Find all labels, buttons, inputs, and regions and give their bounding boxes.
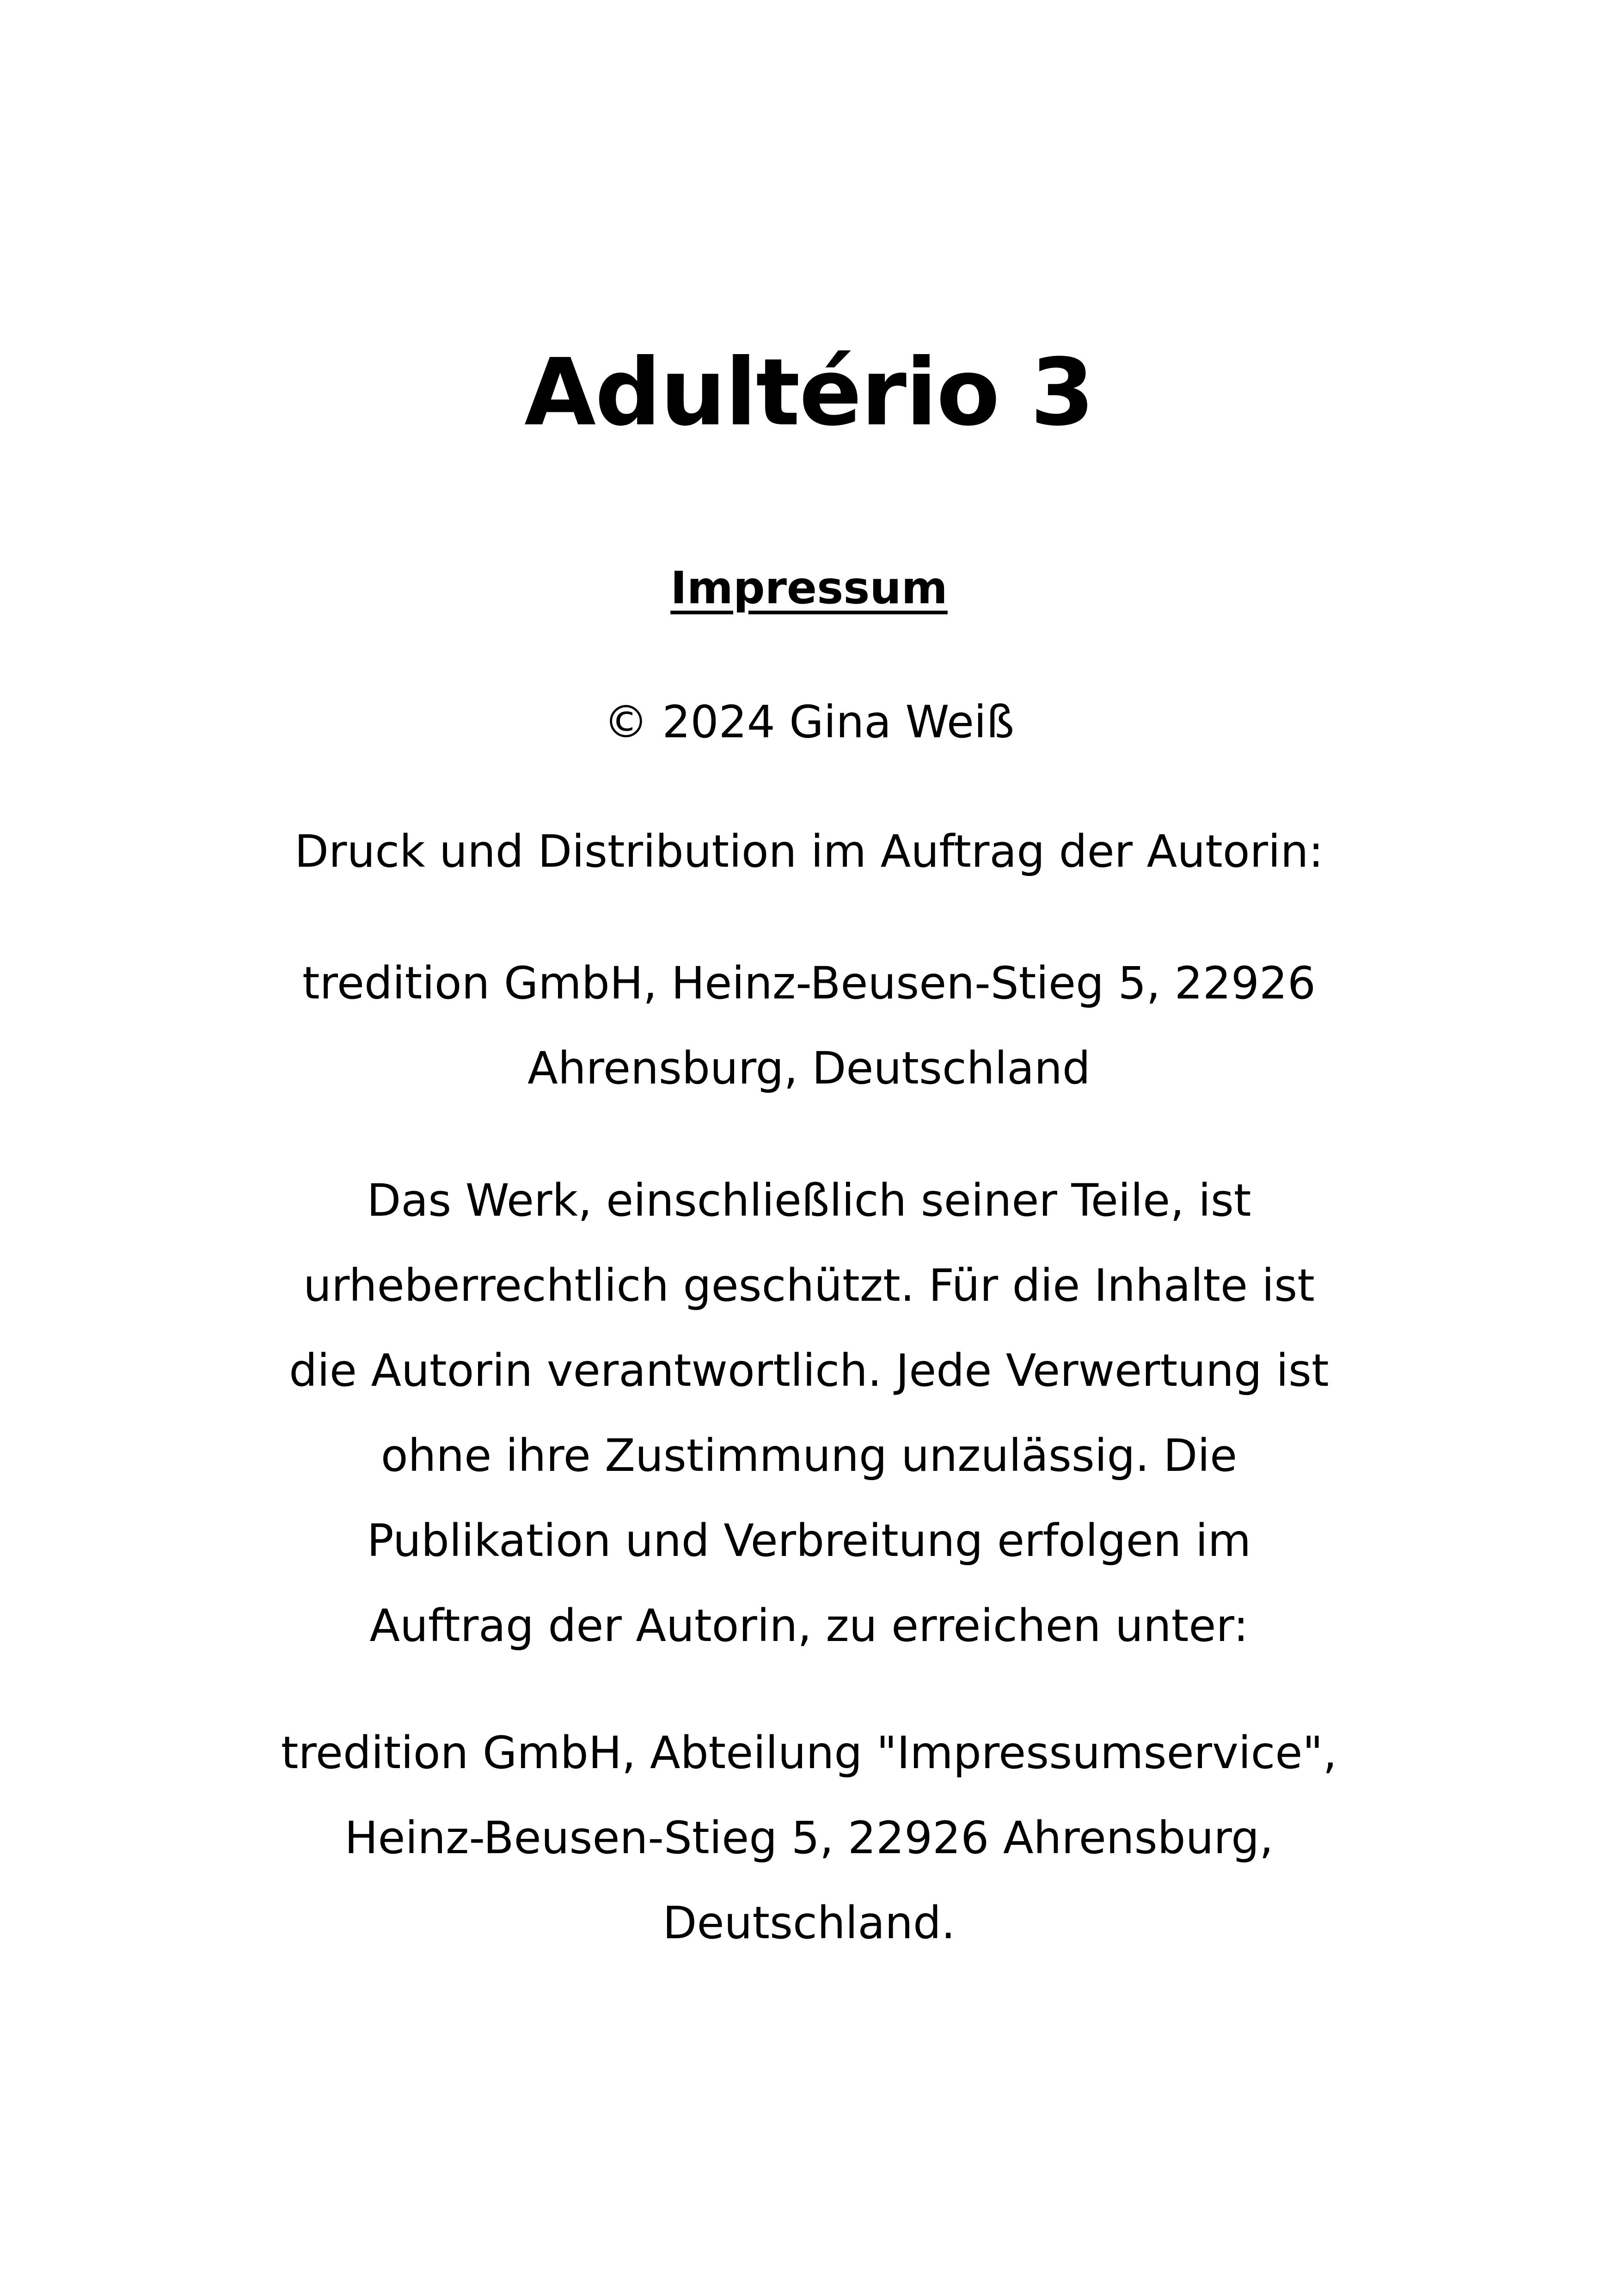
legal-text-line: Das Werk, einschließlich seiner Teile, ist: [367, 1175, 1251, 1226]
publisher-address-line: Ahrensburg, Deutschland: [527, 1042, 1091, 1094]
legal-text-line: Auftrag der Autorin, zu erreichen unter:: [369, 1600, 1249, 1652]
copyright-legal-text: [254, 1158, 1364, 1668]
publisher-address: [254, 941, 1364, 1111]
copyright-notice: © 2024 Gina Weiß: [603, 696, 1015, 748]
contact-address-line: tredition GmbH, Abteilung "Impressumservice",: [281, 1727, 1337, 1779]
legal-text-line: Publikation und Verbreitung erfolgen im: [367, 1515, 1251, 1567]
publisher-address-line: tredition GmbH, Heinz-Beusen-Stieg 5, 22926: [302, 957, 1316, 1009]
imprint-heading: Impressum: [670, 562, 948, 614]
legal-text-line: urheberrechtlich geschützt. Für die Inhalte ist: [303, 1260, 1315, 1311]
contact-address-line: Heinz-Beusen-Stieg 5, 22926 Ahrensburg,: [344, 1812, 1274, 1864]
print-distribution-note: Druck und Distribution im Auftrag der Autorin:: [294, 826, 1324, 877]
contact-address: [254, 1710, 1364, 1965]
legal-text-line: ohne ihre Zustimmung unzulässig. Die: [380, 1430, 1238, 1482]
imprint-heading-block: [254, 545, 1364, 631]
contact-address-line: Deutschland.: [662, 1897, 956, 1949]
legal-text-line: die Autorin verantwortlich. Jede Verwertung ist: [289, 1345, 1329, 1396]
book-title: Adultério 3: [524, 339, 1094, 447]
